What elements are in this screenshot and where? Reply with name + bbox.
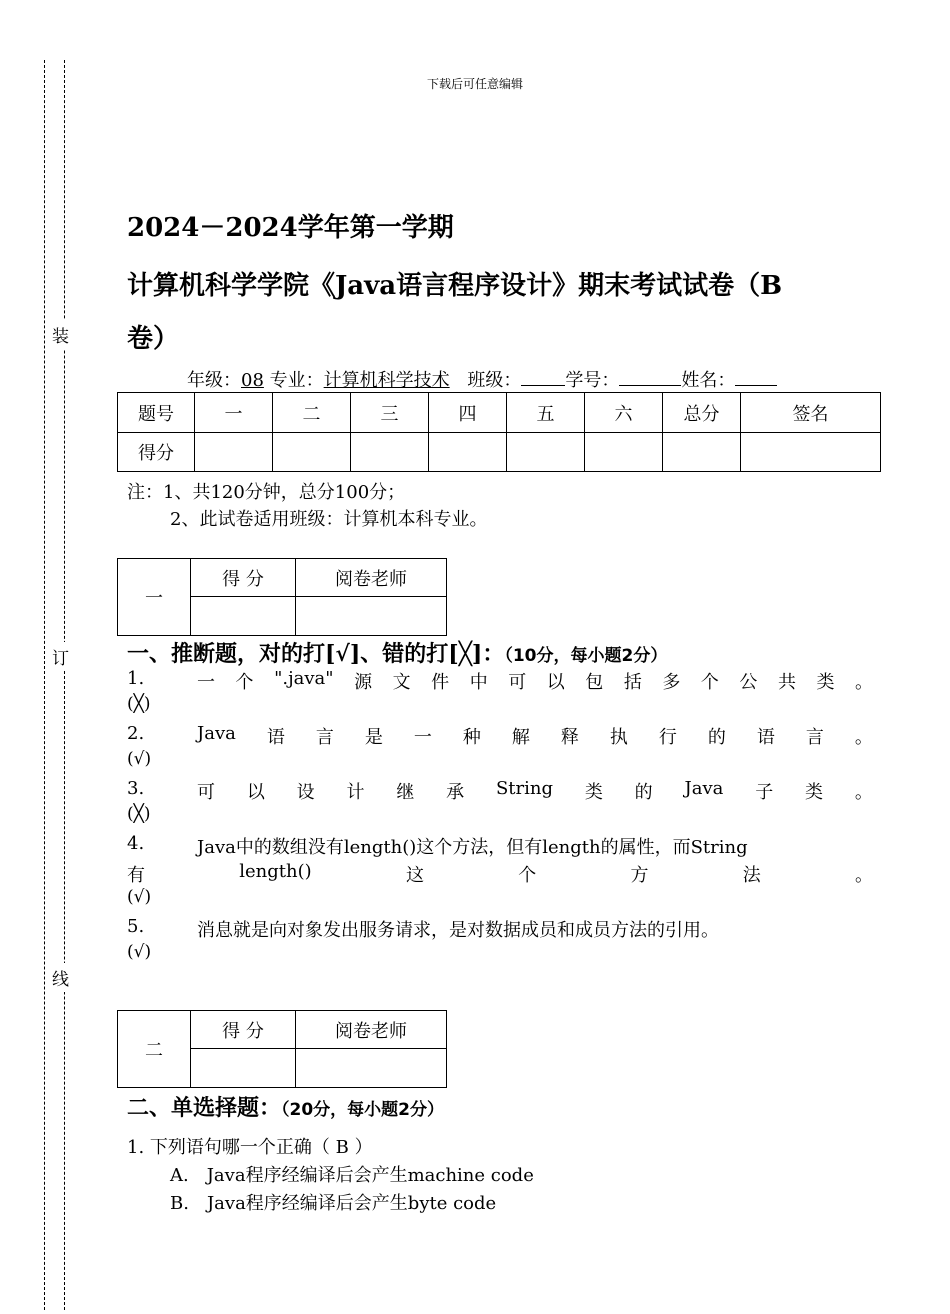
grade-label: 年级： [187, 370, 241, 391]
section1-title: 一、推断题，对的打[√]、错的打[╳]： [127, 641, 505, 667]
question-answer: (√) [127, 942, 152, 962]
question-word: 方 [630, 865, 649, 886]
question-text: Java中的数组没有length()这个方法，但有length的属性，而String [197, 837, 748, 858]
section2-score-box [117, 1010, 447, 1088]
class-blank[interactable] [521, 367, 565, 386]
question-word: String [495, 778, 554, 799]
section2-teacher-label: 阅卷老师 [296, 1011, 447, 1049]
question-word: 以 [546, 672, 565, 693]
score-header-cell: 六 [585, 393, 663, 433]
question-word: 执 [609, 727, 628, 748]
question-number: 2. [127, 723, 145, 744]
question-word: 中 [469, 672, 488, 693]
major-value: 计算机科学技术 [323, 370, 450, 391]
question-4 [127, 833, 873, 907]
section2-score-label: 得 分 [191, 1011, 296, 1049]
question-word: Java [197, 723, 236, 744]
question-number: 5. [127, 916, 145, 937]
binding-char-zhuang: 装 [52, 320, 69, 349]
question-word: 言 [315, 727, 334, 748]
question-word: 多 [662, 672, 681, 693]
question-word: 源 [354, 672, 373, 693]
question-answer: (√) [127, 887, 152, 907]
question-word: 个 [700, 672, 719, 693]
section2-title: 二、单选择题： [127, 1095, 282, 1121]
question-word: 种 [462, 727, 481, 748]
section1-score-cell[interactable] [191, 597, 296, 636]
section2-heading [127, 1091, 444, 1122]
question-word: 的 [634, 782, 653, 803]
question-3 [127, 778, 873, 824]
section1-teacher-label: 阅卷老师 [296, 559, 447, 597]
question-word: Java [684, 778, 724, 799]
question-5 [127, 916, 873, 962]
question-word: 有 [127, 865, 145, 886]
section2-teacher-cell[interactable] [296, 1049, 447, 1088]
class-label: 班级： [467, 370, 522, 391]
question-2 [127, 723, 873, 769]
section2-points: （20分，每小题2分） [281, 1100, 445, 1120]
section1-number: 一 [118, 559, 191, 636]
question-word: 计 [346, 782, 365, 803]
question-number: 3. [127, 778, 145, 799]
question-word: 类 [816, 672, 835, 693]
question-text-cont [127, 861, 873, 887]
question-word: 是 [364, 727, 383, 748]
question-word: ".java" [274, 668, 334, 689]
question-word: 。 [854, 727, 873, 748]
exam-course-title: 计算机科学学院《Java语言程序设计》期末考试试卷（B [127, 271, 783, 301]
question-word: 的 [707, 727, 726, 748]
student-info-line [187, 366, 777, 392]
section1-score-box [117, 558, 447, 636]
question-number: 4. [127, 833, 145, 854]
question-word: 。 [855, 865, 873, 886]
question-answer: (╳) [127, 694, 151, 714]
binding-char-xian: 线 [52, 963, 69, 992]
score-cell[interactable] [585, 433, 663, 472]
question-word: 件 [431, 672, 450, 693]
score-cell[interactable] [429, 433, 507, 472]
name-label: 姓名： [681, 370, 736, 391]
question-word: 可 [508, 672, 527, 693]
score-header-cell: 总分 [663, 393, 741, 433]
question-word: 行 [658, 727, 677, 748]
score-header-cell: 三 [351, 393, 429, 433]
question-text [197, 778, 873, 804]
question-word: 法 [742, 865, 761, 886]
note-line-1: 注：1、共120分钟，总分100分； [127, 482, 406, 503]
exam-course-title-cont: 卷） [127, 324, 180, 354]
binding-line-left [44, 60, 45, 1310]
score-cell[interactable] [663, 433, 741, 472]
id-blank[interactable] [619, 367, 681, 386]
question-word: 言 [805, 727, 824, 748]
score-table [117, 392, 881, 472]
exam-year-title: 2024－2024学年第一学期 [127, 213, 454, 243]
section2-q1-option-b: B. Java程序经编译后会产生byte code [170, 1193, 497, 1214]
section2-score-cell[interactable] [191, 1049, 296, 1088]
question-text: 消息就是向对象发出服务请求，是对数据成员和成员方法的引用。 [197, 920, 719, 941]
score-header-cell: 签名 [741, 393, 881, 433]
section1-teacher-cell[interactable] [296, 597, 447, 636]
score-cell[interactable] [351, 433, 429, 472]
question-word: 设 [296, 782, 315, 803]
question-word: 。 [855, 672, 873, 693]
score-header-cell: 五 [507, 393, 585, 433]
score-header-cell: 一 [195, 393, 273, 433]
section2-q1-option-a: A. Java程序经编译后会产生machine code [170, 1165, 534, 1186]
question-word: 解 [511, 727, 530, 748]
score-cell[interactable] [273, 433, 351, 472]
question-word: 个 [235, 672, 254, 693]
question-word: 。 [854, 782, 873, 803]
question-text [197, 723, 873, 749]
score-header-cell: 题号 [118, 393, 195, 433]
note-line-2: 2、此试卷适用班级：计算机本科专业。 [170, 509, 488, 530]
question-word: 一 [197, 672, 215, 693]
section1-heading [127, 637, 667, 668]
section1-score-label: 得 分 [191, 559, 296, 597]
section1-points: （10分，每小题2分） [504, 646, 668, 666]
question-answer: (╳) [127, 804, 151, 824]
grade-value: 08 [241, 370, 264, 391]
question-word: length() [239, 861, 312, 882]
question-word: 文 [392, 672, 411, 693]
question-word: 这 [405, 865, 424, 886]
question-text [197, 668, 873, 694]
header-note: 下载后可任意编辑 [426, 77, 523, 91]
question-word: 承 [446, 782, 465, 803]
score-header-cell: 四 [429, 393, 507, 433]
binding-line-right [64, 60, 65, 1310]
question-word: 公 [739, 672, 758, 693]
question-word: 语 [266, 727, 285, 748]
question-word: 个 [518, 865, 537, 886]
question-word: 释 [560, 727, 579, 748]
binding-char-ding: 订 [52, 642, 69, 671]
question-word: 可 [197, 782, 215, 803]
score-row-label: 得分 [118, 433, 195, 472]
question-word: 语 [756, 727, 775, 748]
question-1 [127, 668, 873, 714]
score-cell[interactable] [741, 433, 881, 472]
question-word: 类 [584, 782, 603, 803]
name-blank[interactable] [735, 367, 777, 386]
question-word: 以 [246, 782, 265, 803]
section2-number: 二 [118, 1011, 191, 1088]
score-cell[interactable] [507, 433, 585, 472]
question-word: 一 [413, 727, 432, 748]
score-header-cell: 二 [273, 393, 351, 433]
question-answer: (√) [127, 749, 152, 769]
section2-question-1: 1. 下列语句哪一个正确（ B ） [127, 1137, 373, 1158]
question-word: 包 [585, 672, 604, 693]
question-word: 共 [777, 672, 796, 693]
score-cell[interactable] [195, 433, 273, 472]
question-word: 括 [623, 672, 642, 693]
question-word: 类 [805, 782, 824, 803]
question-word: 继 [396, 782, 415, 803]
major-label: 专业： [269, 370, 324, 391]
question-number: 1. [127, 668, 145, 689]
id-label: 学号： [565, 370, 620, 391]
question-word: 子 [755, 782, 774, 803]
